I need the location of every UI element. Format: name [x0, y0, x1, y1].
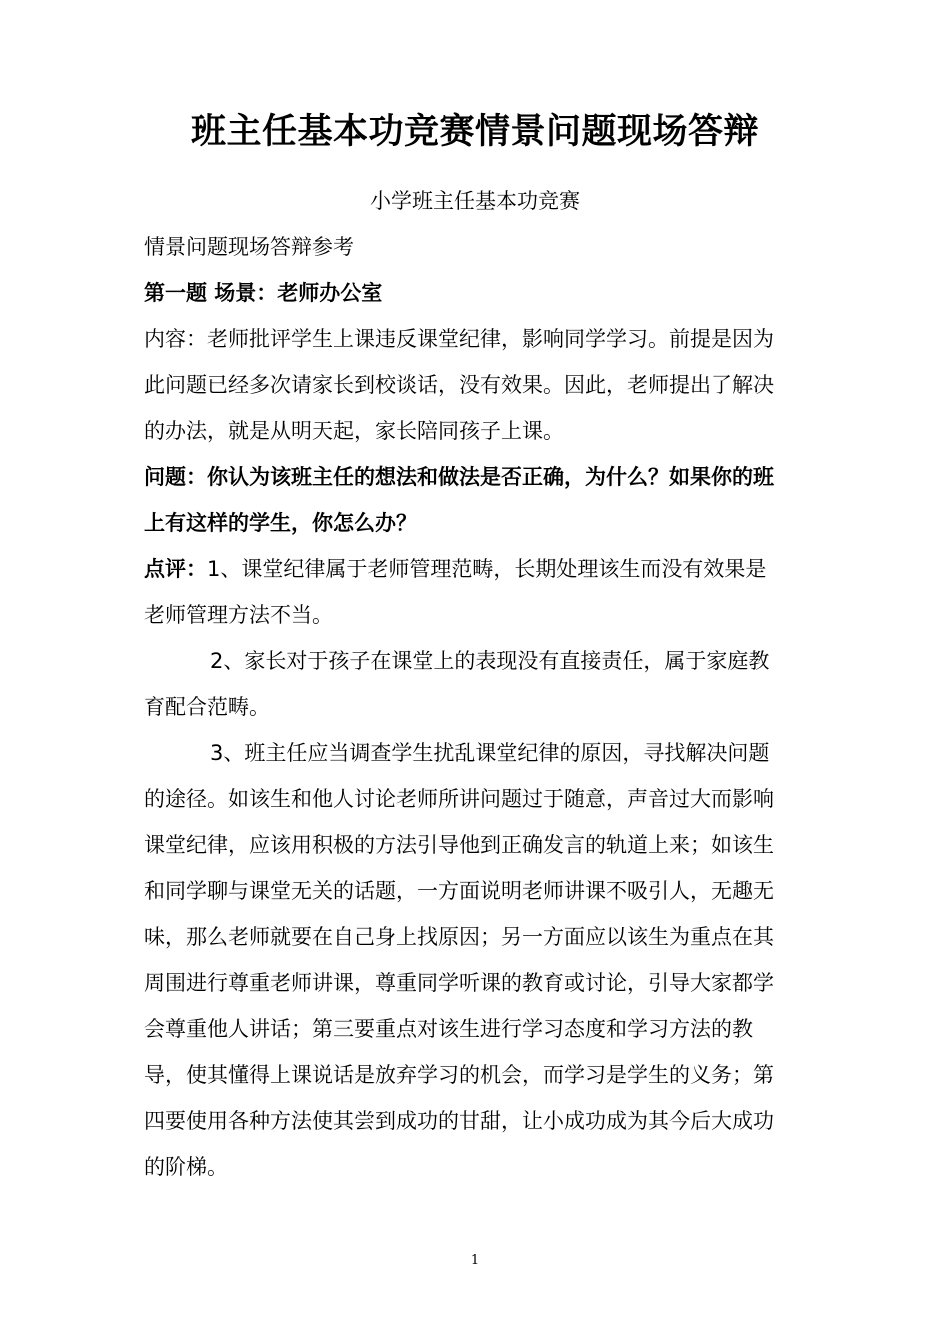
comment-line-13: 四要使用各种方法使其尝到成功的甘甜，让小成功成为其今后大成功 [144, 1109, 774, 1133]
comment-line-7: 课堂纪律，应该用积极的方法引导他到正确发言的轨道上来；如该生 [144, 833, 774, 857]
comment-line-11: 会尊重他人讲话；第三要重点对该生进行学习态度和学习方法的教 [144, 1017, 753, 1041]
comment-label: 点评： [144, 557, 207, 581]
comment-line-2: 老师管理方法不当。 [144, 603, 333, 627]
comment-line-10: 周围进行尊重老师讲课，尊重同学听课的教育或讨论，引导大家都学 [144, 971, 774, 995]
content-line-3: 的办法，就是从明天起，家长陪同孩子上课。 [144, 419, 564, 443]
comment-line-1 [144, 552, 808, 586]
section-heading: 情景问题现场答辩参考 [144, 235, 354, 259]
comment-line-14: 的阶梯。 [144, 1155, 228, 1179]
content-line-1: 内容：老师批评学生上课违反课堂纪律，影响同学学习。前提是因为 [144, 327, 774, 351]
document-title: 班主任基本功竞赛情景问题现场答辩 [190, 112, 759, 152]
document-subtitle: 小学班主任基本功竞赛 [370, 189, 580, 213]
question-one-label: 第一题 场景：老师办公室 [144, 281, 383, 305]
comment-line-5: 3、班主任应当调查学生扰乱课堂纪律的原因，寻找解决问题 [210, 741, 770, 765]
content-line-2: 此问题已经多次请家长到校谈话，没有效果。因此，老师提出了解决 [144, 373, 774, 397]
comment-line-6: 的途径。如该生和他人讨论老师所讲问题过于随意，声音过大而影响 [144, 787, 774, 811]
comment-line-3: 2、家长对于孩子在课堂上的表现没有直接责任，属于家庭教 [210, 649, 770, 673]
comment-line-4: 育配合范畴。 [144, 695, 270, 719]
question-line-2: 上有这样的学生，你怎么办？ [144, 511, 417, 535]
page-number: 1 [470, 1253, 480, 1268]
comment-line-12: 导，使其懂得上课说话是放弃学习的机会，而学习是学生的义务；第 [144, 1063, 774, 1087]
comment-line-9: 味，那么老师就要在自己身上找原因；另一方面应以该生为重点在其 [144, 925, 774, 949]
comment-text-1: 1、课堂纪律属于老师管理范畴，长期处理该生而没有效果是 [207, 557, 767, 581]
question-line-1: 问题：你认为该班主任的想法和做法是否正确，为什么？如果你的班 [144, 465, 774, 489]
comment-line-8: 和同学聊与课堂无关的话题，一方面说明老师讲课不吸引人，无趣无 [144, 879, 774, 903]
